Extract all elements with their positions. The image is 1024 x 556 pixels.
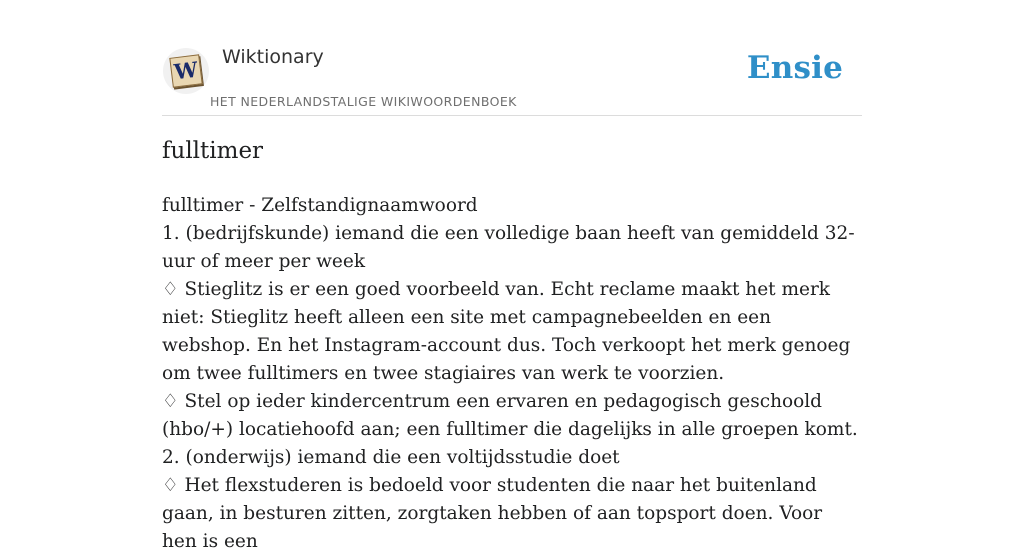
entry-content [162, 192, 862, 556]
wiktionary-logo-icon: W [169, 54, 202, 87]
example-3: ♢ Het flexstuderen is bedoeld voor studenten die naar het buitenland gaan, in besturen zitten, zorgtaken hebben of aan topsport doen. Voor hen is een [162, 475, 823, 552]
definition-2: 2. (onderwijs) iemand die een voltijdsstudie doet [162, 447, 620, 468]
page-title: fulltimer [162, 138, 264, 164]
example-2: ♢ Stel op ieder kindercentrum een ervaren en pedagogisch geschoold (hbo/+) locatiehoofd aan; een fulltimer die dagelijks in alle groepen komt. [162, 391, 858, 440]
definition-1: 1. (bedrijfskunde) iemand die een volledige baan heeft van gemiddeld 32-uur of meer per week [162, 223, 855, 272]
part-of-speech-line: fulltimer - Zelfstandignaamwoord [162, 195, 478, 216]
ensie-brand-link[interactable]: Ensie [746, 50, 843, 86]
site-name[interactable]: Wiktionary [222, 46, 324, 68]
wiktionary-logo[interactable] [163, 48, 209, 94]
site-header [162, 0, 862, 116]
site-tagline: HET NEDERLANDSTALIGE WIKIWOORDENBOEK [210, 94, 517, 109]
example-1: ♢ Stieglitz is er een goed voorbeeld van. Echt reclame maakt het merk niet: Stieglitz heeft alleen een site met campagnebeelden en een webshop. En het Instagram-account dus. Toch verkoopt het merk genoeg om twee fulltimers en twee stagiaires van werk te voorzien. [162, 279, 851, 384]
page [162, 0, 862, 552]
